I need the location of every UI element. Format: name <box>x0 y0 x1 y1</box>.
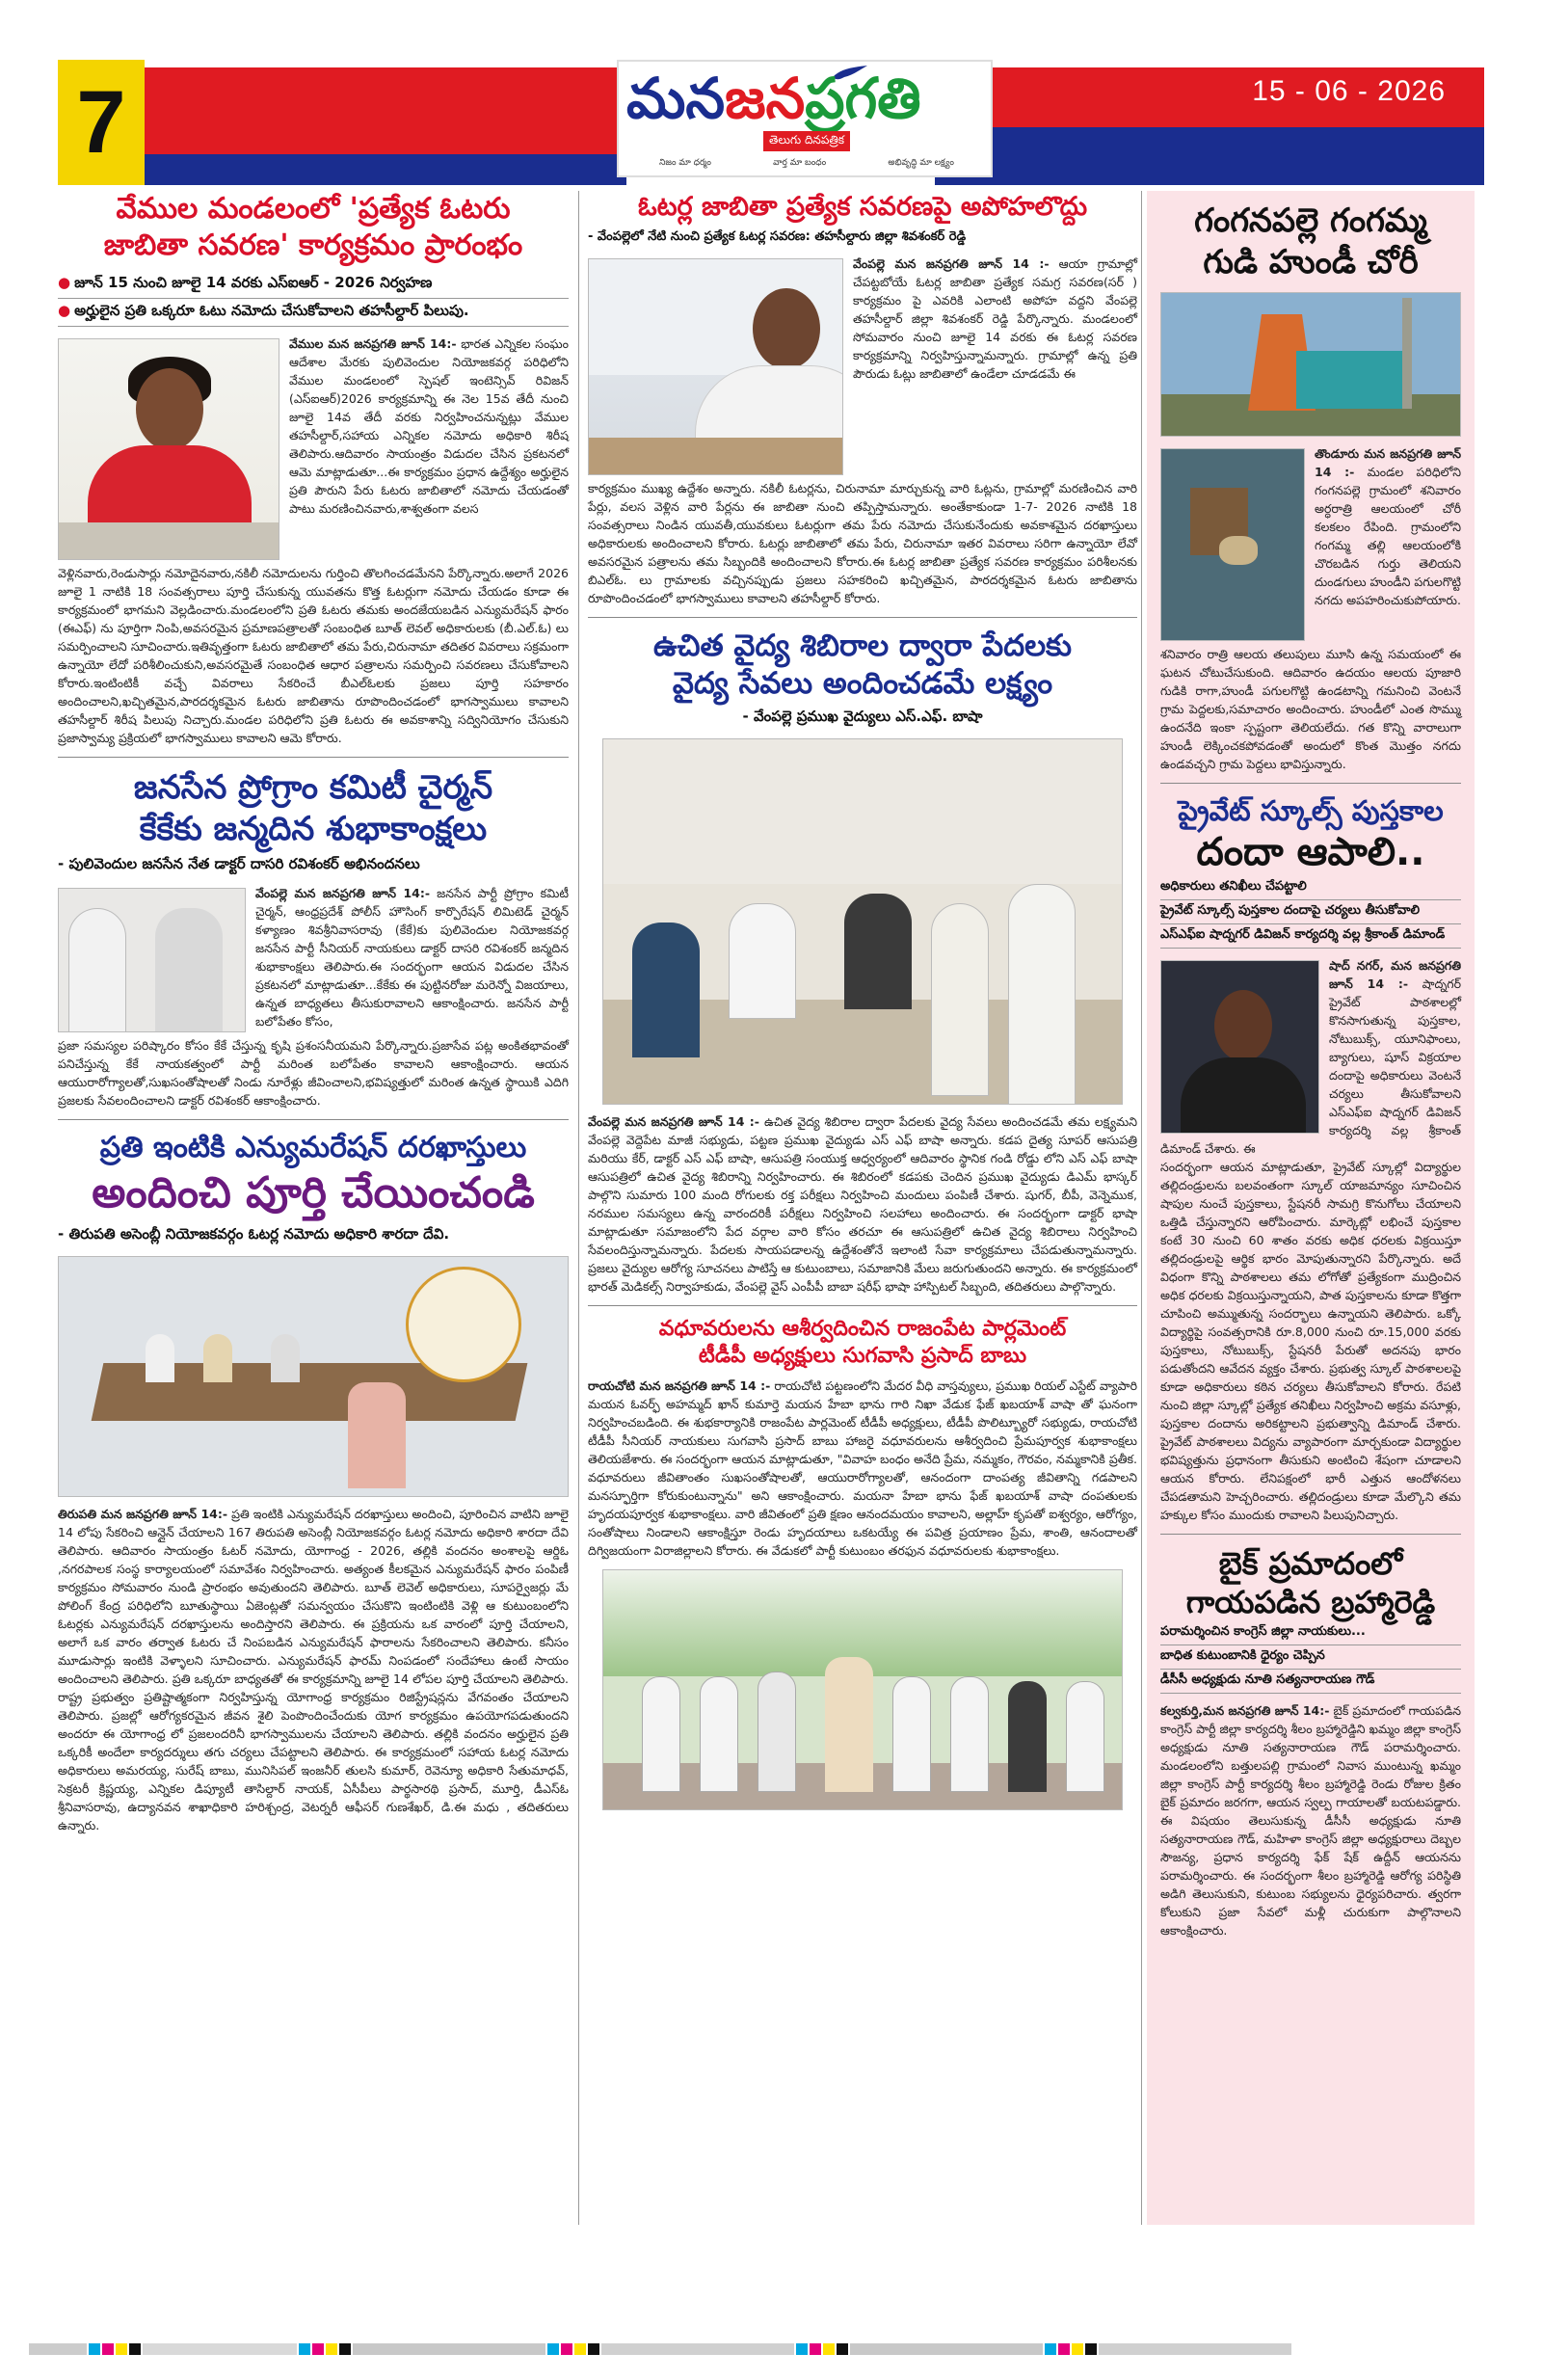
article-body-continued: ప్రజా సమస్యల పరిష్కారం కోసం కేకే చేస్తున్న కృషి ప్రశంసనీయమని పేర్కొన్నారు.ప్రజాసేవ పట్ల అంకితభావంతో పనిచేస్తున్న కేకే నాయకత్వంలో పార్టీ మరింత బలోపేతం కావాలని ఆకాంక్షించారు. ఆయన ఆయురారోగ్యాలతో,సుఖసంతోషాలతో నిండు నూరేళ్లు జీవించాలని,భవిష్యత్తులో మరింత ఉన్నత స్థాయికి ఎదిగి ప్రజలకు సేవలందించాలని డాక్టర్ రవిశంకర్ ఆకాంక్షించారు. <box>58 1038 569 1108</box>
headline: ఉచిత వైద్య శిబిరాల ద్వారా పేదలకు వైద్య సేవలు అందించడమే లక్ష్యం <box>653 628 1072 701</box>
article-body: వేంపల్లె మన జనప్రగతి జూన్ 14 :- ఆయా గ్రామాల్లో చేపట్టబోయే ఓటర్ల జాబితా ప్రత్యేక సమగ్ర సవరణ(సర్ ) కార్యక్రమం పై ఎవరికి ఎలాంటి అపోహ వద్దని వేంపల్లె తహసీల్దార్ జిల్లా శివశంకర్ రెడ్డి పేర్కొన్నారు. మండలంలో సోమవారం నుంచి జూలై 14 వరకు ఈ ఓటర్ల సవరణ కార్యక్రమాన్ని నిర్వహిస్తున్నామన్నారు. గ్రామాల్లో ఉన్న ప్రతి పౌరుడు ఓట్లు జాబితాలో ఉండేలా చూడడమే ఈ <box>853 255 1137 381</box>
broken-hundi-photo <box>1160 448 1305 641</box>
article-body: తిరుపతి మన జనప్రగతి జూన్ 14:- ప్రతి ఇంటికి ఎన్యుమరేషన్ దరఖాస్తులు అందించి, పూరించిన వాటిని జూలై 14 లోపు సేకరించి ఆన్లైన్ చేయాలని 167 తిరుపతి అసెంబ్లీ నియోజకవర్గం ఓటర్ల నమోదు అధికారి శారదా దేవి తెలిపారు. ఆదివారం సాయంత్రం ఓటర్ నమోదు, యోగాంధ్ర - 2026, తల్లికి వందనం అంశాలపై ఆర్డిఓ ,నగరపాలక సంస్థ కార్యాలయంలో సమావేశం నిర్వహించారు. అత్యంత కీలకమైన ఎన్యుమరేషన్ ఫారం పంపిణీ కార్యక్రమం సోమవారం నుండి ప్రారంభం అవుతుందని తెలిపారు. బూత్ లెవెల్ అధికారులు, సూపర్వైజర్లు మే పోలింగ్ కేంద్ర పరిధిలోని బూతుస్థాయి ఏజెంట్లతో సమన్వయం చేసుకొని ఇంటింటికి వెళ్లి ఆ కుటుంబంలోని ఓటర్లకు ఎన్యుమరేషన్ దరఖాస్తులను అందిస్తారని తెలిపారు. ఈ ప్రక్రియను ఒక వారంలో పూర్తి చేయాలని, అలాగే ఒక వారం తర్వాత ఓటరు చే నింపబడిన ఎన్యుమరేషన్ ఫారాలను సేకరించాలని తెలిపారు. కనీసం మూడుసార్లు ఇంటికి వెళ్ళాలని సూచించారు. ఎన్యుమరేషన్ ఫారమ్ నింపడంలో సందేహాలు ఉంటే సాయం అందించాలని తెలిపారు. ప్రతి ఒక్కరూ బాధ్యతతో ఈ కార్యక్రమాన్ని జూలై 14 లోపల పూర్తి చేయాలని తెలిపారు. రాష్ట్ర ప్రభుత్వం ప్రతిష్టాత్మకంగా నిర్వహిస్తున్న యోగాంధ్ర కార్యక్రమం రిజిస్ట్రేషన్లను వేగవంతం చేయాలని తెలిపారు. ప్రజల్లో ఆరోగ్యకరమైన జీవన శైలి పెంపొందించేందుకు యోగ కార్యక్రమం ఉపయోగపడుతుందని అందరూ ఈ యోగాంధ్ర లో ప్రజలందరినీ భాగస్వాములను చేయాలని తెలిపారు. తల్లికి వందనం అర్హులైన ప్రతి ఒక్కరికీ అందేలా కార్యదర్శులు తగు చర్యలు చేపట్టాలని తెలిపారు. ఈ కార్యక్రమంలో సహాయ ఓటర్ల నమోదు అధికారులు అమరయ్య, సురేష్ బాబు, మునిసిపల్ ఇంజనీర్ తులసి కుమార్, రెవెన్యూ అధికారి సేతుమాధవ్, సెక్రటరీ క్రిష్ణయ్య, ఎన్నికల డిప్యూటీ తాసిల్దార్ నాయక్, ఏసీపీలు పార్థసారథి ప్రసాద్, మూర్తి, డీఎస్ఓ శ్రీనివాసరావు, ఉద్యానవన శాఖాధికారి హరిశ్చంద్ర, వెటర్నరీ ఆఫీసర్ గుణశేఖర్, డి.ఈ మధు , తదితరులు ఉన్నారు. <box>58 1506 569 1832</box>
article-body-continued: కార్యక్రమం ముఖ్య ఉద్దేశం అన్నారు. నకిలీ ఓటర్లను, చిరునామా మార్చుకున్న వారి ఓట్లను, గ్రామాల్లో మరణించిన వారి పేర్లు, వలస వెళ్లిన వారి పేర్లను ఈ జాబితా నుంచి తప్పిస్తామన్నారు. అంతేకాకుండా 1-7- 2026 నాటికి 18 సంవత్సరాలు నిండిన యువతీ,యువకులు ఓటర్లుగా తమ పేరు నమోదు చేసుకునేందుకు అవకాశమైన దరఖాస్తులు అధికారులకు అందించాలని కోరారు. ఓటర్లు జాబితాలో తమ పేరు, చిరునామా ఇతర వివరాలు సరిగా ఉన్నాయో లేవో అవసరమైన పత్రాలను తమ సిబ్బందికి అందించాలని కోరారు.ఈ ఓటర్ల జాబితా ప్రత్యేక సవరణ కార్యక్రమం పరిశీలనకు బిఎల్ఓ. లు గ్రామాలకు వచ్చినప్పుడు ప్రజలు సహకరించి ఖచ్చితమైన, పారదర్శకమైన ఓటరు జాబితాను రూపొందించడంలో భాగస్వాములు కావాలని తహసీల్దార్ కోరారు. <box>588 480 1137 605</box>
subheadline: ఎస్ఎఫ్ఐ షాద్నగర్ డివిజన్ కార్యదర్శి వల్ల శ్రీకాంత్ డిమాండ్ <box>1160 924 1461 949</box>
article-free-medical-camp <box>588 628 1137 1297</box>
subheadline: డీసీసీ అధ్యక్షుడు నూతి సత్యనారాయణ గౌడ్ <box>1160 1670 1461 1694</box>
medical-camp-photo <box>602 738 1123 1105</box>
middle-column <box>588 191 1137 1810</box>
tahsildar-photo <box>588 258 843 475</box>
column-divider <box>1141 191 1142 2225</box>
logo-taglines: నిజం మా ధర్మం వార్త మా బంధం అభివృద్ధి మా లక్ష్యం <box>659 158 954 168</box>
masthead <box>58 60 1484 185</box>
sfi-secretary-photo <box>1160 960 1319 1134</box>
subheadline: - వేంపల్లె ప్రముఖ వైద్యులు ఎస్.ఎఫ్. బాషా <box>742 708 983 726</box>
subheadline: - వేంపల్లెలో నేటి నుంచి ప్రత్యేక ఓటర్ల సవరణ: తహసీల్దారు జిల్లా శివశంకర్ రెడ్డి <box>588 228 967 244</box>
headline: ప్రైవేట్ స్కూల్స్ పుస్తకాల దందా ఆపాలి.. <box>1178 794 1444 875</box>
headline: వేముల మండలంలో 'ప్రత్యేక ఓటరు జాబితా సవరణ' కార్యక్రమం ప్రారంభం <box>103 192 523 262</box>
subheadline: అధికారులు తనిఖీలు చేపట్టాలి <box>1160 876 1461 900</box>
article-body: షాద్ నగర్, మన జనప్రగతి జూన్ 14 :- షాద్నగర్ ప్రైవేట్ పాఠశాలల్లో కొనసాగుతున్న పుస్తకాల, నోటుబుక్స్, యూనిఫాంలు, బ్యాగులు, షూస్ విక్రయాల దందాపై అధికారులు వెంటనే చర్యలు తీసుకోవాలని ఎస్ఎఫ్ఐ షాద్నగర్ డివిజన్ కార్యదర్శి వల్ల శ్రీకాంత్ డిమాండ్ చేశారు. ఈ <box>1160 958 1461 1157</box>
article-body: తొండూరు మన జనప్రగతి జూన్ 14 :- మండల పరిధిలోని గంగనపల్లె గ్రామంలో శనివారం అర్ధరాత్రి ఆలయంలో చోరీ కలకలం రేపింది. గ్రామంలోని గంగమ్మ తల్లి ఆలయంలోకి చొరబడిన గుర్తు తెలియని దుండగులు హుండీని పగులగొట్టి నగదు అపహరించుకుపోయారు. <box>1315 446 1461 607</box>
article-body: వేంపల్లె మన జనప్రగతి జూన్ 14:- జనసేన పార్టీ ప్రోగ్రాం కమిటీ చైర్మన్, ఆంధ్రప్రదేశ్ పోలీస్ హౌసింగ్ కార్పొరేషన్ లిమిటెడ్ చైర్మన్ కళ్యాణం శివశ్రీనివాసరావు (కేకే)కు పులివెందుల నియోజకవర్గ జనసేన పార్టీ సీనియర్ నాయకులు డాక్టర్ దాసరి రవిశంకర్ జన్మదిన శుభాకాంక్షలు తెలిపారు.ఈ సందర్భంగా ఆయన విడుదల చేసిన ప్రకటనలో మాట్లాడుతూ...కేకేకు ఈ పుట్టినరోజు మరెన్నో విజయాలు, ఉన్నత బాధ్యతలు తీసుకురావాలని ఆకాంక్షించారు. జనసేన పార్టీ బలోపేతం కోసం, <box>255 886 569 1029</box>
article-body: వేముల మన జనప్రగతి జూన్ 14:- భారత ఎన్నికల సంఘం ఆదేశాల మేరకు పులివెందుల నియోజకవర్గ పరిధిలోని వేముల మండలంలో స్పెషల్ ఇంటెన్సివ్ రివిజన్ (ఎస్ఐఆర్)2026 కార్యక్రమాన్ని ఈ నెల 15వ తేదీ నుంచి జూలై 14వ తేదీ వరకు నిర్వహించనున్నట్లు వేముల తహసీల్దార్,సహాయ ఎన్నికల నమోదు అధికారి శిరీష తెలిపారు.ఆదివారం సాయంత్రం విడుదల చేసిన ప్రకటనలో ఆమె మాట్లాడుతూ...ఈ కార్యక్రమం ప్రధాన ఉద్దేశ్యం అర్హులైన ప్రతి పౌరుని పేరు ఓటరు జాబితాలో నమోదు చేయడంతో పాటు మరణించినవారు,శాశ్వతంగా వలస <box>289 336 569 516</box>
leaders-photo <box>58 888 246 1032</box>
bullet-point: ● అర్హులైన ప్రతి ఒక్కరూ ఓటు నమోదు చేసుకోవాలని తహసీల్దార్ పిలుపు. <box>58 299 569 327</box>
subheadline: బాధిత కుటుంబానికి ధైర్యం చెప్పిన <box>1160 1645 1461 1670</box>
wedding-photo <box>602 1569 1123 1810</box>
issue-date: 15 - 06 - 2026 <box>1252 75 1446 107</box>
article-temple-hundi-theft <box>1160 201 1461 773</box>
temple-photo <box>1160 292 1461 437</box>
headline: జనసేన ప్రోగ్రాం కమిటీ చైర్మన్ కేకేకు జన్మదిన శుభాకాంక్షలు <box>133 768 493 848</box>
article-body: రాయచోటి మన జనప్రగతి జూన్ 14 :- రాయచోటి పట్టణంలోని మేదర వీధి వాస్తవ్యులు, ప్రముఖ రియల్ ఎస్టేట్ వ్యాపారి మయన ఓవర్ఫ్ అహమ్మద్ ఖాన్ కుమార్తె మయన హేబా భాను గారి నిఖా వేడుక ఫేజ్ ఖబయాశ్ వాషా తో ఘనంగా నిర్వహించబడింది. ఈ శుభకార్యానికి రాజంపేట పార్లమెంట్ టీడీపీ అధ్యక్షులు, టీడీపీ పొలిట్బ్యూరో సభ్యుడు, రాయచోటి టీడీపీ సీనియర్ నాయకులు సుగవాసి ప్రసాద్ బాబు హాజరై వధూవరులను ఆశీర్వదించి ప్రేమపూర్వక శుభాకాంక్షలు తెలియజేశారు. ఈ సందర్భంగా ఆయన మాట్లాడుతూ, "వివాహ బంధం అనేది ప్రేమ, నమ్మకం, గౌరవం, నమ్మకానికి ప్రతీక. వధూవరులు జీవితాంతం సుఖసంతోషాలతో, ఆయురారోగ్యాలతో, ఆనందంగా దాంపత్య జీవితాన్ని గడపాలని మనస్ఫూర్తిగా కోరుకుంటున్నాను" అని ఆకాంక్షించారు. మయనా హేబా భాను ఫేజ్ ఖబయాశ్ వాషా దంపతులకు హృదయపూర్వక శుభాకాంక్షలు. వారి జీవితంలో ప్రతి క్షణం ఆనందమయం కావాలని, అల్లాహ్ కృపతో ఐశ్వర్యం, ఆరోగ్యం, సంతోషాలు నిండాలని ఆకాంక్షిస్తూ రెండు హృదయాలు ఒకటయ్యే ఈ పవిత్ర ప్రయాణం ప్రేమ, శాంతి, ఆనందాలతో దిగ్విజయంగా విరాజిల్లాలని కోరారు. ఈ వేడుకలో పార్టీ కుటుంబం తరఫున వధూవరులకు శుభాకాంక్షలు. <box>588 1378 1137 1559</box>
article-body: వేంపల్లె మన జనప్రగతి జూన్ 14 :- ఉచిత వైద్య శిబిరాల ద్వారా పేదలకు వైద్య సేవలు అందించడమే తమ లక్ష్యమని వేంపల్లె వెద్దెపేట మాజీ సభ్యుడు, పట్టణ ప్రముఖ వైద్యుడు ఎస్ ఎఫ్ బాషా అన్నారు. కడప దైత్య సూపర్ ఆసుపత్రి మరియు కేర్, డాక్టర్ ఎస్ ఎఫ్ బాషా, ఆసుపత్రి సంయుక్త ఆధ్వర్యంలో ఆదివారం స్థానిక గండి రోడ్డు లోని ఎస్ ఎఫ్ బాషా ఆసుపత్రిలో ఉచిత వైద్య శిబిరాన్ని నిర్వహించారు. ఈ శిబిరంలో కడపకు చెందిన ప్రముఖ వైద్యుడు డిఎమ్ భాస్కర్ పాల్గొని సుమారు 100 మంది రోగులకు రక్త పరీక్షలు నిర్వహించి మందులు పంపిణీ చేశారు. షుగర్, బీపీ, వెన్నెముక, నరముల సమస్యలు ఉన్న వారందరికీ పరీక్షలు నిర్వహించి సలహాలు అందించారు. ఈ సందర్భంగా డాక్టర్ భాషా మాట్లాడుతూ సమాజంలోని పేద వర్గాల వారి కోసం తరచూ ఈ ఆసుపత్రిలో ఉచిత వైద్య శిబిరాలు నిర్వహించి సేవలందిస్తున్నామన్నారు. పేదలకు సాయపడాలన్న ఉద్దేశంతోనే ఇలాంటి సేవా కార్యక్రమాలు చేపడుతున్నామన్నారు. ప్రజలు వైద్యుల ఆరోగ్య సూచనలు పాటిస్తే ఆ కుటుంబాలు, సమాజానికి మేలు జరుగుతుందని అన్నారు. ఈ కార్యక్రమంలో భారత్ మెడికల్స్ నిర్వాహకుడు, వేంపల్లె వైస్ ఎంపీపీ బాబా షరీఫ్ భాషా హాస్పిటల్ సిబ్బంది, తదితరులు పాల్గొన్నారు. <box>588 1114 1137 1295</box>
article-bike-accident <box>1160 1544 1461 1939</box>
bullet-point: ● జూన్ 15 నుంచి జూలై 14 వరకు ఎస్ఐఆర్ - 2026 నిర్వహణ <box>58 271 569 299</box>
masthead-blue-band-right <box>935 127 1484 185</box>
article-vemula-voter-revision <box>58 191 569 747</box>
headline: ప్రతి ఇంటికి ఎన్యుమరేషన్ దరఖాస్తులు అందించి పూర్తి చేయించండి <box>92 1131 535 1217</box>
headline: ఓటర్ల జాబితా ప్రత్యేక సవరణపై అపోహలొద్దు <box>637 192 1088 222</box>
right-column <box>1147 191 1475 2225</box>
newspaper-logo <box>617 60 993 177</box>
article-body-continued: వెళ్లినవారు,రెండుసార్లు నమోదైనవారు,నకిలీ నమోదులను గుర్తించి తొలగించడమేనని పేర్కొన్నారు.అలాగే 2026 జూలై 1 నాటికి 18 సంవత్సరాలు పూర్తి చేసుకున్న యువతను కొత్త ఓటర్లుగా నమోదు చేయడం కూడా ఈ కార్యక్రమంలో భాగమని వెల్లడించారు.మండలంలోని ప్రతి ఓటరు తమకు అందజేయబడిన ఎన్యుమరేషన్ ఫారం (ఈఎఫ్) ను పూర్తిగా నింపి,అవసరమైన ప్రమాణపత్రాలతో సంబంధిత బూత్ లెవల్ అధికారులకు (బీ.ఎల్.ఓ) లు సమర్పించాలని సూచించారు.ఇతివృత్తంగా ఓటరు జాబితాలో తమ పేరు,చిరునామా తదితర వివరాలు సక్రమంగా ఉన్నాయో లేదో పరిశీలించుకుని,అవసరమైతే సంబంధిత ఆధార పత్రాలను సమర్పించి సవరణలు చేసుకోవాలని కోరారు.ఇంటింటికీ వచ్చే వివరాలు సేకరించే బీఎల్ఓలకు ప్రజలు పూర్తి సహకారం అందించాలని,ఖచ్చితమైన,పారదర్శకమైన ఓటరు జాబితాను రూపొందించడంలో భాగస్వాములు కావాలని తహసీల్దార్ శిరీష పిలుపు నిచ్చారు.మండల పరిధిలోని ప్రతి ఓటరు ఈ అవకాశాన్ని సద్వినియోగం చేసుకుని ప్రజాస్వామ్య ప్రక్రియలో భాగస్వాములు కావాలని ఆమె కోరారు. <box>58 566 569 745</box>
headline: బైక్ ప్రమాదంలో గాయపడిన బ్రహ్మారెడ్డి <box>1185 1545 1436 1621</box>
page-number: 7 <box>58 60 145 185</box>
logo-title: మనజనప్రగతి <box>626 66 921 131</box>
subheadline: - పులివెందుల జనసేన నేత డాక్టర్ దాసరి రవిశంకర్ అభినందనలు <box>58 855 420 872</box>
article-janasena-birthday <box>58 767 569 1110</box>
column-divider <box>578 191 579 2225</box>
article-body-continued: శనివారం రాత్రి ఆలయ తలుపులు మూసి ఉన్న సమయంలో ఈ ఘటన చోటుచేసుకుంది. ఆదివారం ఉదయం ఆలయ పూజారి గుడికి రాగా,హుండీ పగులగొట్టి ఉండటాన్ని గమనించి వెంటనే గ్రామ పెద్దలకు,సమాచారం అందించారు. హుండీలో ఎంత సొమ్ము ఉందనేది ఇంకా స్పష్టంగా తెలియలేదు. గత కొన్ని వారాలుగా హుండీ లెక్కించకపోవడంతో అందులో కొంత మొత్తం నగదు ఉండవచ్చని గ్రామ పెద్దలు భావిస్తున్నారు. <box>1160 647 1461 771</box>
left-column <box>58 191 569 1834</box>
subheadline: పరామర్శించిన కాంగ్రెస్ జిల్లా నాయకులు... <box>1160 1621 1461 1645</box>
subheadline: - తిరుపతి అసెంబ్లీ నియోజకవర్గం ఓటర్ల నమోదు అధికారి శారదా దేవి. <box>58 1224 450 1243</box>
article-body-continued: సందర్భంగా ఆయన మాట్లాడుతూ, ప్రైవేట్ స్కూల్లో విద్యార్థుల తల్లిదండ్రులను బలవంతంగా స్కూల్ యాజమాన్యం సూచించిన షాపుల నుంచే పుస్తకాలు, స్టేషనరీ సామగ్రి కొనుగోలు చేయాలని ఒత్తిడి చేస్తున్నారని ఆరోపించారు. మార్కెట్లో లభించే పుస్తకాల కంటే 30 నుంచి 60 శాతం వరకు అధిక ధరలకు విక్రయిస్తూ తల్లిదండ్రులపై ఆర్థిక భారం మోపుతున్నారని పేర్కొన్నారు. అదే విధంగా కొన్ని పాఠశాలలు తమ లోగోతో ప్రత్యేకంగా ముద్రించిన అధిక ధరలకు విక్రయిస్తున్నాయని, పాత పుస్తకాలను కూడా కొత్తగా చూపించి అమ్ముతున్న సందర్భాలు ఉన్నాయని తెలిపారు. ఒక్కో విద్యార్థిపై సంవత్సరానికి రూ.8,000 నుంచి రూ.15,000 వరకు పుస్తకాలు, నోటుబుక్స్, స్టేషనరీ పేరుతో అదనపు భారం పడుతోందని ఆవేదన వ్యక్తం చేశారు. ప్రభుత్వ స్కూల్ పాఠశాలలపై కూడా అధికారులు కఠిన చర్యలు తీసుకోవాలని కోరారు. రేపటి నుంచి జిల్లా స్కూల్లో ప్రత్యేక తనిఖీలు నిర్వహించి అక్రమ వసూళ్లు, పుస్తకాల దందాను అరికట్టాలని ప్రభుత్వాన్ని డిమాండ్ చేశారు. ప్రైవేట్ పాఠశాలలు విద్యను వ్యాపారంగా మార్చకుండా విద్యార్థుల భవిష్యత్తును ప్రధానంగా తీసుకుని అంటించి శేషంగా చూడాలని ఆయన కోరారు. లేనిపక్షంలో భారీ ఎత్తున ఆందోళనలు చేపడతామని హెచ్చరించారు. తల్లిదండ్రులు కూడా మేల్కొని తమ హక్కుల కోసం ముందుకు రావాలని పిలుపునిచ్చారు. <box>1160 1160 1461 1523</box>
article-wedding-blessing <box>588 1316 1137 1810</box>
printer-color-bar <box>29 2342 1513 2356</box>
article-voter-list-no-misconceptions <box>588 191 1137 607</box>
meeting-photo <box>58 1256 569 1497</box>
headline: వధూవరులను ఆశీర్వదించిన రాజంపేట పార్లమెంట్ టీడీపీ అధ్యక్షులు సుగవాసి ప్రసాద్ బాబు <box>658 1317 1067 1368</box>
article-tirupati-enumeration <box>58 1130 569 1834</box>
headline: గంగనపల్లె గంగమ్మ గుడి హుండీ చోరీ <box>1194 201 1427 281</box>
logo-subtitle: తెలుగు దినపత్రిక <box>763 131 850 151</box>
article-private-school-books <box>1160 793 1461 1524</box>
subheadline: ప్రైవేట్ స్కూల్స్ పుస్తకాల దందాపై చర్యలు తీసుకోవాలి <box>1160 900 1461 924</box>
article-body: కల్వకుర్తి,మన జనప్రగతి జూన్ 14:- బైక్ ప్రమాదంలో గాయపడిన కాంగ్రెస్ పార్టీ జిల్లా కార్యదర్శి శీలం బ్రహ్మారెడ్డిని ఖమ్మం జిల్లా కాంగ్రెస్ అధ్యక్షుడు నూతి సత్యనారాయణ గౌడ్ పరామర్శించారు. మండలంలోని బత్తులపల్లి గ్రామంలో నివాస ముంటున్న ఖమ్మం జిల్లా కాంగ్రెస్ పార్టీ కార్యదర్శి శీలం బ్రహ్మారెడ్డి రెండు రోజుల క్రితం బైక్ ప్రమాదం జరగగా, ఆయన స్వల్ప గాయాలతో బయటపడ్డారు. ఈ విషయం తెలుసుకున్న డీసీసీ అధ్యక్షుడు నూతి సత్యనారాయణ గౌడ్, మహిళా కాంగ్రెస్ జిల్లా అధ్యక్షురాలు దెబ్బల సౌజన్య, ప్రధాన కార్యదర్శి ఫేక్ షేక్ ఉద్దీన్ ఆయనను పరామర్శించారు. ఈ సందర్భంగా శీలం బ్రహ్మారెడ్డి ఆరోగ్య పరిస్థితి అడిగి తెలుసుకుని, కుటుంబ సభ్యులను ధైర్యపరిచారు. త్వరగా కోలుకుని ప్రజా సేవలో మళ్లీ చురుకుగా పాల్గొనాలని ఆకాంక్షించారు. <box>1160 1703 1461 1939</box>
tahsildar-photo <box>58 338 279 560</box>
